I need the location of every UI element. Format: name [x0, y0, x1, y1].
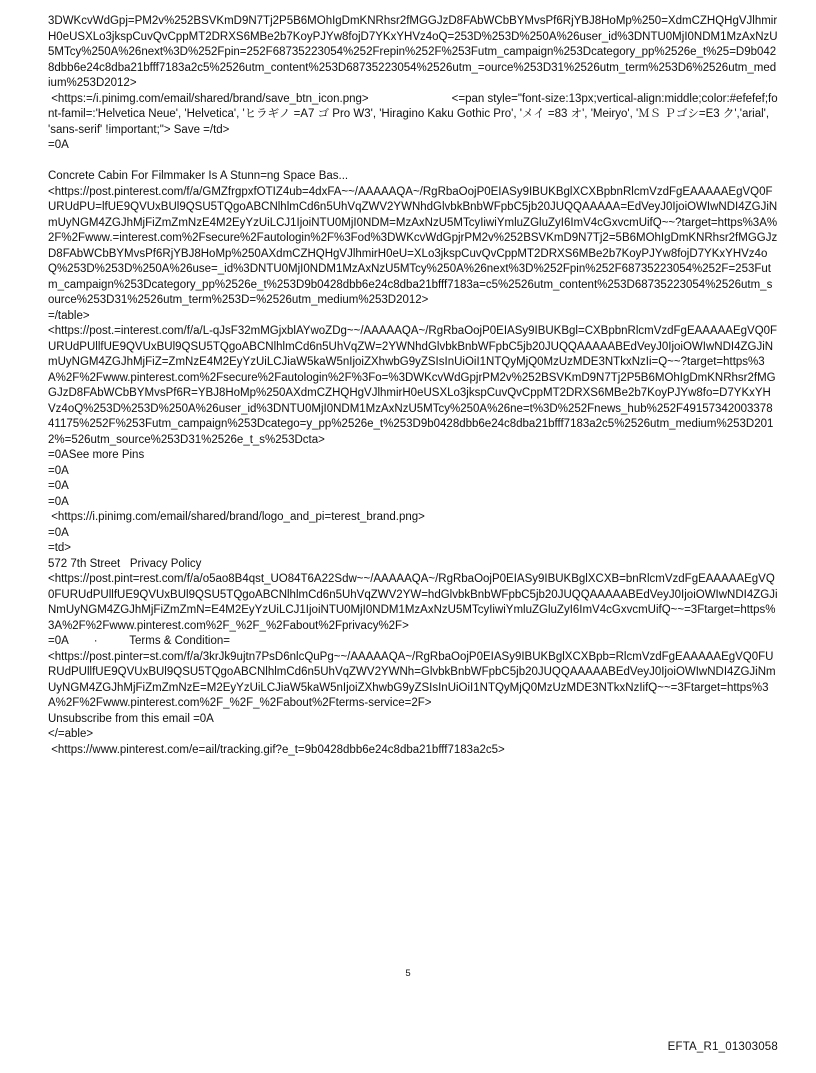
document-body	[48, 14, 778, 758]
email-source-block-2: Concrete Cabin For Filmmaker Is A Stunn=ng Space Bas... <https://post.pinterest.com/f/a/GMZfrgpxfOTIZ4ub=4dxFA~~/AAAAAQA~/RgRbaOojP0EIASy9IBUKBglXCXBpbnRlcmVzdFgEAAAAAEgVQ0FURUdPU=lfUE9QVUxBUl9QSU5TQgoABCNlhlmCd6n5UhVqZWV2YWNhdGlvbkBnbWFpbC5jb20JUQQAAAAA=EdVeyJ0IjoiOWIwNDI4ZGJiNmUyNGM4ZGJhMjFiZmZmNzE4M2EyYzUiLCJ1IjoiNTU0MjI0NDM=MzAxNzU5MTcyIiwiYmluZGluZyI6ImV4cGxvcmUifQ~~?target=https%3A%2F%2Fwww.=interest.com%2Fsecure%2Fautologin%2F%3Fod%3DWKcvWdGpjrPM2v%252BSVKmD9N7Tj2=5B6MOhIgDmKNRhsr2fMGGJzD8FAbWCbBYMvsPf6RjYBJ8HoMp%250AXdmCZHQHgVJlhmirH0eU=XLo3jkspCuvQvCppMT2DRXS6MBe2b7KoyPJYw8fojD7YKxYHVz4oQ%253D%253D%250A%26use=_id%3DNTU0MjI0NDM1MzAxNzU5MTcy%250A%26next%3D%252Fpin%252F68735223054%252F=253Futm_campaign%253Dcategory_pp%2526e_t%253D9b0428dbb6e24c8dba21bfff7183a=c5%2526utm_content%253D68735223054%2526utm_source%253D31%2526utm_term%253D=%2526utm_medium%253D2012> =/table> <https://post.=interest.com/f/a/L-qJsF32mMGjxblAYwoZDg~~/AAAAAQA~/RgRbaOojP0EIASy9IBUKBgl=CXBpbnRlcmVzdFgEAAAAAEgVQ0FURUdPUllfUE9QVUxBUl9QSU5TQgoABCNlhlmCd6n5UhVqZW=2YWNhdGlvbkBnbWFpbC5jb20JUQQAAAAABEdVeyJ0IjoiOWIwNDI4ZGJiNmUyNGM4ZGJhMjFiZ=ZmNzE4M2EyYzUiLCJiaW5kaW5nIjoiZXhwbG9yZSIsInUiOiI1NTQyMjQ0MzUzMDE3NTkxNzIi=Q~~?target=https%3A%2F%2Fwww.pinterest.com%2Fsecure%2Fautologin%2F%3Fo=%3DWKcvWdGpjrPM2v%252BSVKmD9N7Tj2P5B6MOhIgDmKNRhsr2fMGGJzD8FAbWCbBYMvsPf6R=YBJ8HoMp%250AXdmCZHQHgVJlhmirH0eUSXLo3jkspCuvQvCppMT2DRXS6MBe2b7KoyPJYw8fo=D7YKxYHVz4oQ%253D%253D%250A%26user_id%3DNTU0MjI0NDM1MzAxNzU5MTcy%250A%26ne=t%3D%252Fnews_hub%252F4915734200337841175%252F%253Futm_campaign%253Dcatego=y_pp%2526e_t%253D9b0428dbb6e24c8dba21bfff7183a2c5%2526utm_medium%253D2012%=526utm_source%253D31%2526e_t_s%253Dcta> =0ASee more Pins =0A =0A =0A <https://i.pinimg.com/email/shared/brand/logo_and_pi=terest_brand.png> =0A =td> 572 7th Street Privacy Policy <https://post.pint=rest.com/f/a/o5ao8B4qst_UO84T6A22Sdw~~/AAAAAQA~/RgRbaOojP0EIASy9IBUKBglXCXB=bnRlcmVzdFgEAAAAAEgVQ0FURUdPUllfUE9QVUxBUl9QSU5TQgoABCNlhlmCd6n5UhVqZWV2YW=hdGlvbkBnbWFpbC5jb20JUQQAAAAABEdVeyJ0IjoiOWIwNDI4ZGJiNmUyNGM4ZGJhMjFiZmZmN=E4M2EyYzUiLCJ1IjoiNTU0MjI0NDM1MzAxNzU5MTcyIiwiYmluZGluZyI6ImV4cGxvcmUifQ~~=3Ftarget=https%3A%2F%2Fwww.pinterest.com%2F_%2F_%2Fabout%2Fprivacy%2F> =0A · Terms & Condition= <https://post.pinter=st.com/f/a/3krJk9ujtn7PsD6nlcQuPg~~/AAAAAQA~/RgRbaOojP0EIASy9IBUKBglXCXBpb=RlcmVzdFgEAAAAAEgVQ0FURUdPUllfUE9QVUxBUl9QSU5TQgoABCNlhlmCd6n5UhVqZWV2YWNh=GlvbkBnbWFpbC5jb20JUQQAAAAABEdVeyJ0IjoiOWIwNDI4ZGJiNmUyNGM4ZGJhMjFiZmZmNzE=M2EyYzUiLCJiaW5kaW5nIjoiZXhwbG9yZSIsInUiOiI1NTQyMjQ0MzUzMDE3NTkxNzIifQ~~=3Ftarget=https%3A%2F%2Fwww.pinterest.com%2F_%2F_%2Fabout%2Fterms-service=2F> Unsubscribe from this email =0A </=able> <https://www.pinterest.com/e=ail/tracking.gif?e_t=9b0428dbb6e24c8dba21bfff7183a2c5>	[48, 170, 778, 756]
bates-id: EFTA_R1_01303058	[667, 1041, 778, 1053]
email-source-block-1: 3DWKcvWdGpj=PM2v%252BSVKmD9N7Tj2P5B6MOhIgDmKNRhsr2fMGGJzD8FAbWCbBYMvsPf6RjYBJ8HoMp%250=XdmCZHQHgVJlhmirH0eUSXLo3jkspCuvQvCppMT2DRXS6MBe2b7KoyPJYw8fojD7YKxYHVz4oQ=253D%253D%250A%26user_id%3DNTU0MjI0NDM1MzAxNzU5MTcy%250A%26next%3D%252Fpin=252F68735223054%252Frepin%252F%253Futm_campaign%253Dcategory_pp%2526e_t%25=D9b0428dbb6e24c8dba21bfff7183a2c5%2526utm_content%253D68735223054%2526utm_=ource%253D31%2526utm_term%253D6%2526utm_medium%253D2012> <https:=/i.pinimg.com/email/shared/brand/save_btn_icon.png> <=pan style="font-size:13px;vertical-align:middle;color:#efefef;font-famil=:'Helvetica Neue', 'Helvetica', 'ヒラギノ =A7 ゴ Pro W3', 'Hiragino Kaku Gothic Pro', 'メイ =83 オ', 'Meiryo', 'ＭＳ Ｐゴシ=E3 ク','arial', 'sans-serif' !important;"> Save =/td> =0A	[48, 15, 778, 151]
page-number: 5	[405, 968, 411, 979]
paragraph-gap	[48, 154, 778, 170]
